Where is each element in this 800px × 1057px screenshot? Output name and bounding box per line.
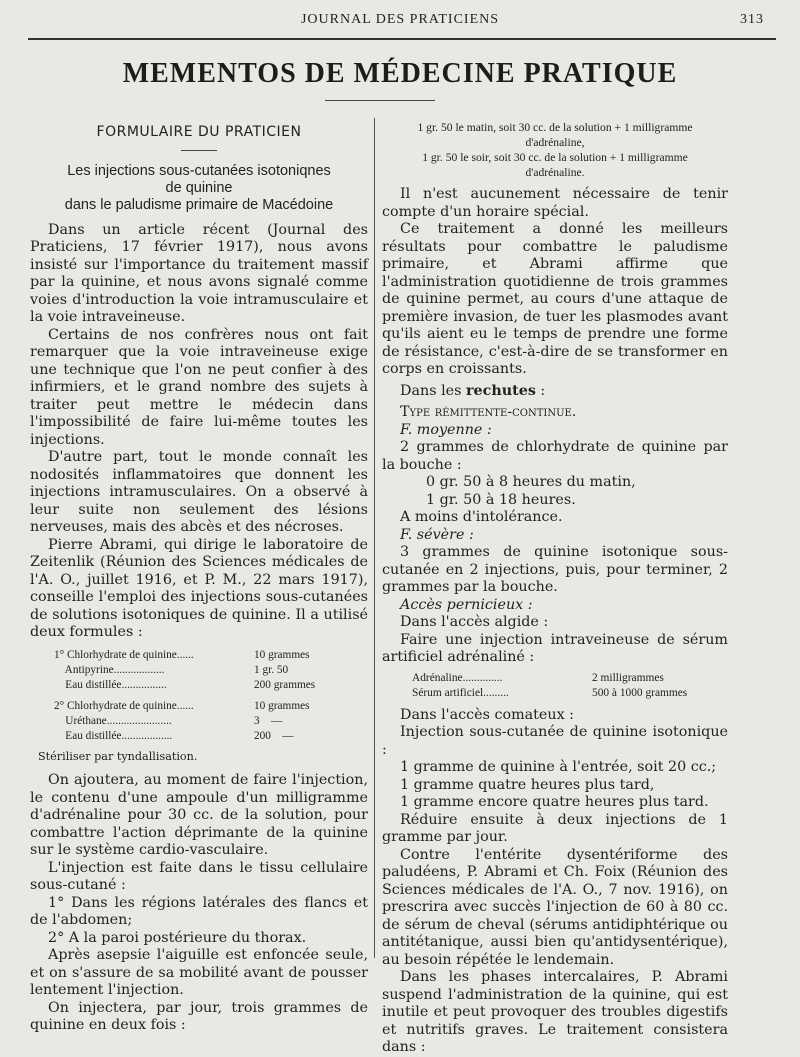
formula-1 (54, 648, 368, 693)
formula-item: 2° Chlorhydrate de quinine...... (54, 699, 194, 712)
formula-item: Antipyrine.................. (54, 663, 165, 676)
article-title (30, 163, 368, 214)
formula-row (54, 699, 368, 714)
paragraph: 1 gramme quatre heures plus tard, (400, 776, 655, 793)
formula-amount: 10 grammes (254, 699, 310, 712)
paragraph: Injection sous-cutanée de quinine isotonique : (382, 724, 728, 758)
adr-item: Adrénaline.............. (412, 671, 503, 684)
header-rule (28, 38, 776, 40)
keyword-rechutes: rechutes (466, 382, 536, 399)
paragraph: Pierre Abrami, qui dirige le laboratoire de Zeitenlik (Réunion des Sciences médicales de l'A. O., juillet 1916, et P. M., 22 mars 1917), conseille l'emploi des injections sous-cutanées de solutions isotoniques de quinine. Il a utilisé deux formules : (30, 536, 368, 640)
paragraph: 2° A la paroi postérieure du thorax. (48, 929, 307, 946)
paragraph: Après asepsie l'aiguille est enfoncée seule, et on s'assure de sa mobilité avant de pousser lentement l'injection. (30, 947, 368, 999)
paragraph: Faire une injection intraveineuse de sérum artificiel adrénaliné : (382, 631, 728, 665)
paragraph: Dans l'accès comateux : (400, 706, 574, 723)
main-title: MEMENTOS DE MÉDECINE PRATIQUE (122, 58, 678, 89)
paragraph: 1° Dans les régions latérales des flancs et de l'abdomen; (30, 894, 368, 929)
paragraph: 1 gramme encore quatre heures plus tard. (400, 794, 709, 810)
formula-item: 1° Chlorhydrate de quinine...... (54, 648, 194, 661)
section-rule (181, 150, 217, 151)
formula-amount: 200 grammes (254, 678, 316, 691)
adrenaline-table (412, 671, 728, 701)
formula-row (54, 729, 368, 744)
formula-amount: 1 gr. 50 (254, 663, 289, 676)
dosage-line: d'adrénaline. (525, 166, 585, 179)
formula-2 (54, 699, 368, 744)
article-title-line: Les injections sous-cutanées isotoniqnes (67, 162, 331, 179)
formula-item: Uréthane....................... (54, 714, 172, 727)
form-label: Accès pernicieux : (400, 596, 533, 613)
dose-line: 0 gr. 50 à 8 heures du matin, (426, 474, 636, 490)
formula-amount: 3 — (254, 714, 283, 727)
paragraph: Ce traitement a donné les meilleurs résultats pour combattre le paludisme primaire, et Abrami affirme que l'administration quotidienne de trois grammes de quinine permet, au cours d'une attaque de première invasion, de tuer les plasmodes avant qu'ils aient eu le temps de prendre une forme de résistance, c'est-à-dire de se transformer en corps en croissants. (382, 221, 728, 377)
adr-row (412, 686, 728, 701)
running-head (30, 12, 770, 38)
formula-row (54, 678, 368, 693)
title-rule (325, 100, 435, 101)
text-fragment: Dans les (400, 382, 466, 399)
formula-amount: 10 grammes (254, 648, 310, 661)
column-separator (374, 118, 375, 958)
form-label: F. sévère : (400, 526, 474, 543)
paragraph: L'injection est faite dans le tissu cellulaire sous-cutané : (30, 859, 368, 894)
adr-row (412, 671, 728, 686)
dosage-line: d'adrénaline, (525, 136, 585, 149)
formula-row (54, 714, 368, 729)
paragraph: 3 grammes de quinine isotonique sous-cutanée en 2 injections, puis, pour terminer, 2 grammes par la bouche. (382, 544, 728, 595)
paragraph: 1 gramme de quinine à l'entrée, soit 20 cc.; (400, 759, 717, 775)
adr-amount: 2 milligrammes (592, 671, 664, 684)
journal-title: JOURNAL DES PRATICIENS (300, 12, 500, 27)
dose-line: A moins d'intolérance. (400, 509, 563, 525)
adr-amount: 500 à 1000 grammes (592, 686, 688, 699)
article-title-line: dans le paludisme primaire de Macédoine (64, 196, 334, 213)
paragraph: On injectera, par jour, trois grammes de quinine en deux fois : (30, 999, 368, 1034)
paragraph: Réduire ensuite à deux injections de 1 gramme par jour. (382, 811, 728, 845)
article-title-line: de quinine (165, 179, 233, 196)
formula-item: Eau distillée.................. (54, 729, 173, 742)
paragraph: Dans un article récent (Journal des Praticiens, 17 février 1917), nous avons insisté sur l'importance du traitement massif par la quinine, et nous avons signalé comme voies d'introduction la voie intramusculaire et la voie intraveineuse. (30, 221, 368, 325)
paragraph (382, 383, 728, 401)
page-number: 313 (740, 12, 764, 27)
paragraph: Dans l'accès algide : (400, 614, 549, 630)
type-heading: Type rémittente-continue. (400, 404, 577, 420)
dose-line: 1 gr. 50 à 18 heures. (426, 491, 576, 508)
paragraph: Contre l'entérite dysentériforme des paludéens, P. Abrami et Ch. Foix (Réunion des Sciences médicales de l'A. O., 7 nov. 1916), on prescrira avec succès l'injection de 60 à 80 cc. de sérum de cheval (sérums antidiphtérique ou antitétanique, aussi bien qu'antidysentérique), au besoin répétée le lendemain. (382, 846, 728, 968)
adr-item: Sérum artificiel......... (412, 686, 509, 699)
formula-row (54, 663, 368, 678)
paragraph: Dans les phases intercalaires, P. Abrami suspend l'administration de la quinine, qui est inutile et peut provoquer des troubles digestifs et nutritifs graves. Le traitement consistera dans : (382, 969, 728, 1055)
right-column (382, 120, 728, 1057)
left-column (30, 120, 368, 1035)
paragraph: On ajoutera, au moment de faire l'injection, le contenu d'une ampoule d'un milligramme d'adrénaline pour 30 cc. de la solution, pour combattre l'action déprimante de la quinine sur le système cardio-vasculaire. (30, 772, 368, 859)
paragraph: D'autre part, tout le monde connaît les nodosités inflammatoires que donnent les injections intramusculaires. On a observé à leur suite non seulement des lésions nerveuses, mais des abcès et des nécroses. (30, 449, 368, 535)
formula-item: Eau distillée................ (54, 678, 167, 691)
paragraph: Certains de nos confrères nous ont fait remarquer que la voie intraveineuse exige une technique que l'on ne peut confier à des infirmiers, et le grand nombre des sujets à traiter peut mettre le médecin dans l'impossibilité de faire lui-même toutes les injections. (30, 326, 368, 448)
paragraph: 2 grammes de chlorhydrate de quinine par la bouche : (382, 439, 728, 473)
formula-row (54, 648, 368, 663)
section-heading: FORMULAIRE DU PRATICIEN (96, 124, 302, 140)
formula-amount: 200 — (254, 729, 294, 742)
text-fragment: : (535, 382, 546, 399)
dosage-line: 1 gr. 50 le matin, soit 30 cc. de la solution + 1 milligramme (417, 121, 693, 134)
paragraph: Il n'est aucunement nécessaire de tenir compte d'un horaire spécial. (382, 186, 728, 220)
form-label: F. moyenne : (400, 421, 492, 438)
dosage-lines (382, 120, 728, 180)
dosage-line: 1 gr. 50 le soir, soit 30 cc. de la solution + 1 milligramme (422, 151, 688, 164)
sterilization-note: Stériliser par tyndallisation. (38, 749, 198, 763)
